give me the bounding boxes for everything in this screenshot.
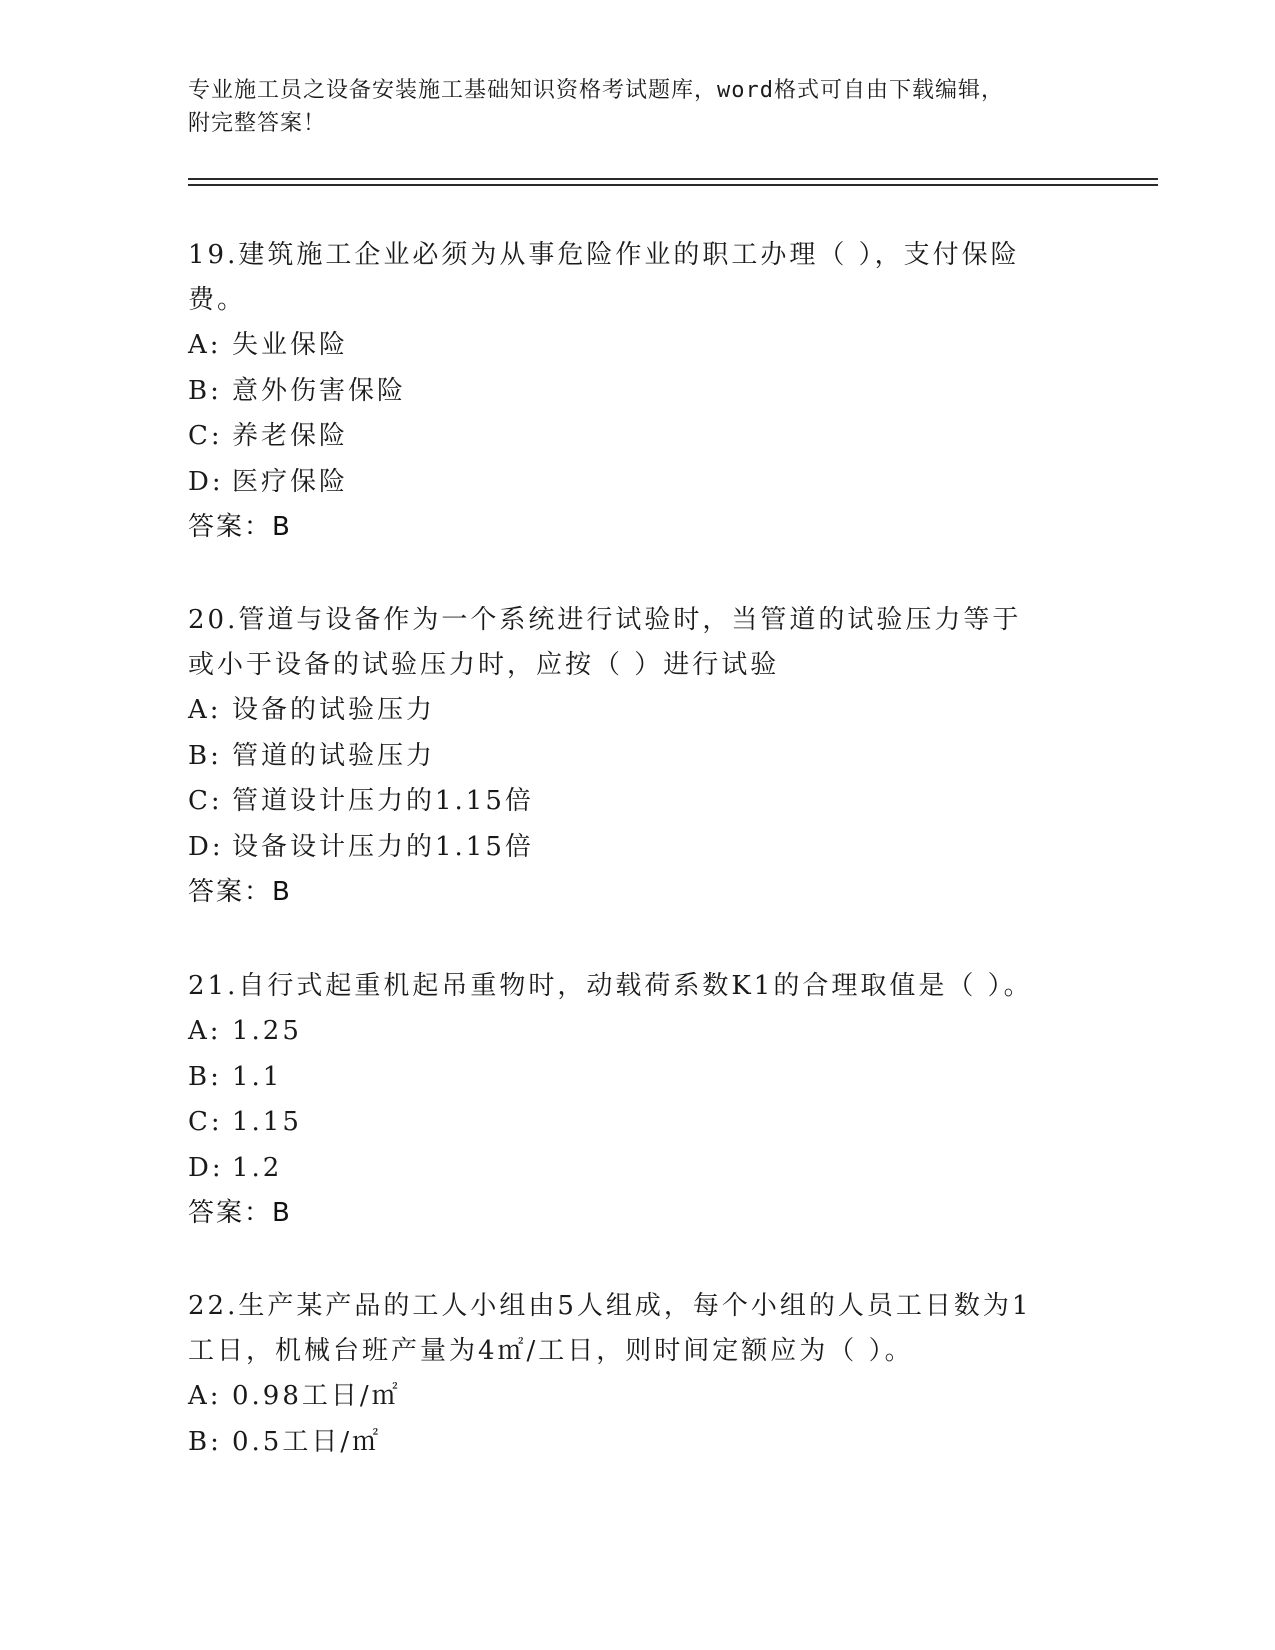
header-title-line2: 附完整答案！ bbox=[188, 111, 327, 136]
option-text: 意外伤害保险 bbox=[232, 375, 407, 406]
option-text: 设备的试验压力 bbox=[232, 695, 436, 725]
option-text: 养老保险 bbox=[232, 421, 349, 451]
option-text: 1.25 bbox=[232, 1016, 302, 1046]
question-20 bbox=[188, 598, 1088, 915]
answer-label: 答案：B bbox=[188, 1198, 292, 1228]
option-d bbox=[188, 825, 1088, 871]
question-19 bbox=[188, 233, 1088, 550]
question-text: 19.建筑施工企业必须为从事危险作业的职工办理（ ），支付保险费。 bbox=[188, 240, 1020, 315]
option-a bbox=[188, 323, 1088, 369]
option-text: 1.2 bbox=[232, 1152, 283, 1183]
option-letter: A: bbox=[188, 695, 222, 725]
question-text: 22.生产某产品的工人小组由5人组成，每个小组的人员工日数为1工日，机械台班产量为4㎡/工日，则时间定额应为（ ）。 bbox=[188, 1291, 1032, 1366]
option-text: 0.98工日/㎡ bbox=[232, 1381, 401, 1411]
option-text: 医疗保险 bbox=[232, 466, 349, 497]
option-letter: C: bbox=[188, 1107, 223, 1137]
question-21 bbox=[188, 964, 1088, 1236]
option-letter: D: bbox=[188, 1152, 224, 1183]
header-divider-top bbox=[188, 178, 1158, 180]
option-c bbox=[188, 779, 1088, 825]
option-a bbox=[188, 688, 1088, 734]
document-header bbox=[188, 74, 1068, 140]
option-letter: A: bbox=[188, 330, 222, 360]
option-letter: B: bbox=[188, 1061, 222, 1092]
option-letter: C: bbox=[188, 421, 223, 451]
option-a bbox=[188, 1374, 1088, 1420]
option-letter: A: bbox=[188, 1381, 222, 1411]
answer-label: 答案：B bbox=[188, 512, 292, 542]
option-letter: D: bbox=[188, 466, 224, 497]
option-letter: B: bbox=[188, 375, 222, 406]
option-text: 1.1 bbox=[232, 1061, 283, 1092]
option-text: 管道的试验压力 bbox=[232, 740, 436, 771]
option-text: 0.5工日/㎡ bbox=[232, 1426, 382, 1457]
option-c bbox=[188, 414, 1088, 460]
option-b bbox=[188, 734, 1088, 780]
question-text: 21.自行式起重机起吊重物时，动载荷系数K1的合理取值是（ ）。 bbox=[188, 971, 1033, 1001]
option-text: 1.15 bbox=[232, 1107, 302, 1137]
option-letter: C: bbox=[188, 786, 223, 816]
option-letter: D: bbox=[188, 831, 224, 862]
header-divider-bottom bbox=[188, 184, 1158, 186]
answer-label: 答案：B bbox=[188, 877, 292, 907]
option-letter: B: bbox=[188, 1426, 222, 1457]
header-title-line1: 专业施工员之设备安装施工基础知识资格考试题库，word格式可自由下载编辑， bbox=[188, 78, 1004, 103]
option-d bbox=[188, 1146, 1088, 1192]
option-a bbox=[188, 1009, 1088, 1055]
question-22 bbox=[188, 1284, 1088, 1465]
question-text: 20.管道与设备作为一个系统进行试验时，当管道的试验压力等于或小于设备的试验压力时，应按（ ）进行试验 bbox=[188, 605, 1022, 680]
option-text: 管道设计压力的1.15倍 bbox=[232, 786, 534, 816]
option-text: 失业保险 bbox=[232, 330, 349, 360]
option-text: 设备设计压力的1.15倍 bbox=[232, 831, 534, 862]
option-letter: A: bbox=[188, 1016, 222, 1046]
option-c bbox=[188, 1100, 1088, 1146]
option-b bbox=[188, 369, 1088, 415]
option-d bbox=[188, 460, 1088, 506]
option-letter: B: bbox=[188, 740, 222, 771]
option-b bbox=[188, 1055, 1088, 1101]
option-b bbox=[188, 1420, 1088, 1466]
